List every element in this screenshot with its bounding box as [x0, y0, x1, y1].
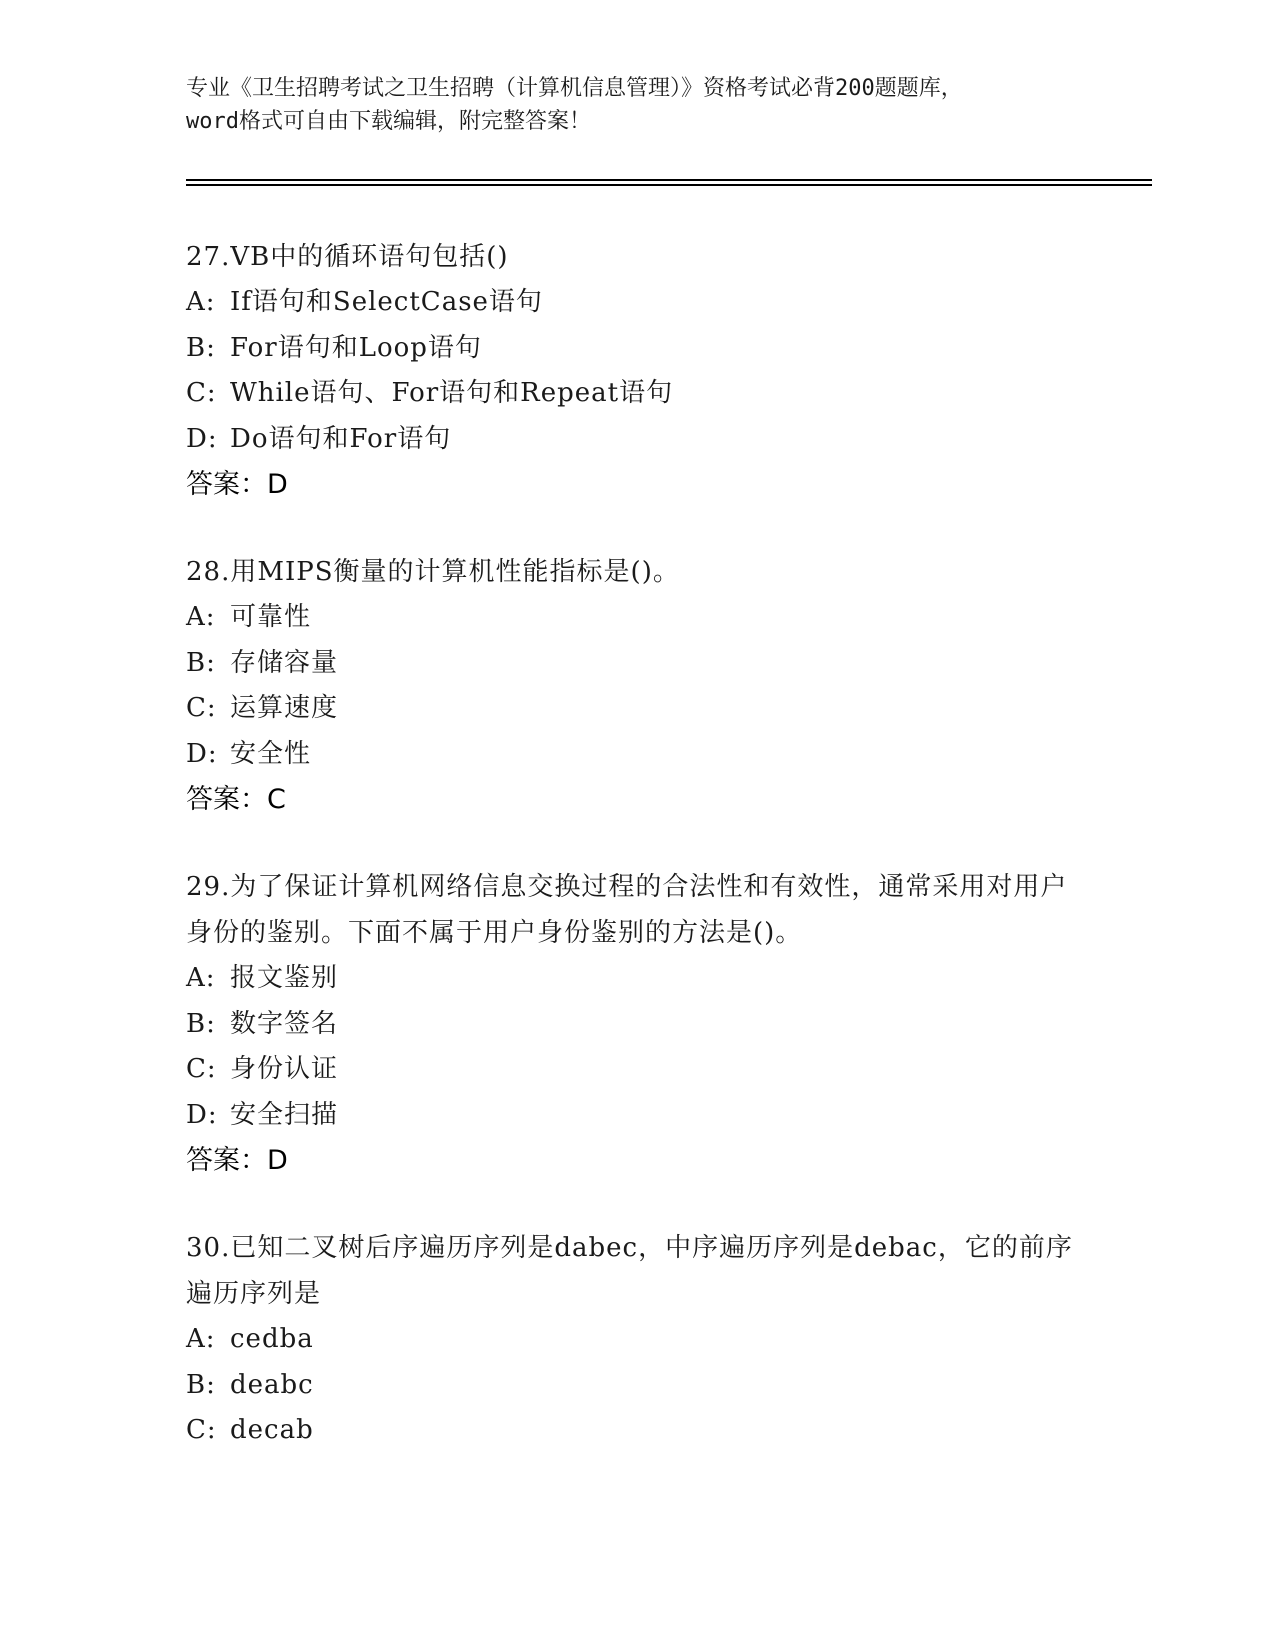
option-letter: B: [186, 1369, 216, 1400]
option-b [186, 326, 1086, 372]
option-letter: A: [186, 287, 216, 317]
answer-line [186, 777, 1086, 823]
option-text: Do语句和For语句 [230, 423, 452, 454]
question-28 [186, 549, 1086, 823]
option-letter: C: [186, 1415, 217, 1445]
document-header [186, 72, 1086, 138]
option-letter: A: [186, 602, 216, 632]
option-a [186, 1317, 1086, 1363]
question-29 [186, 864, 1086, 1184]
header-divider-bottom [186, 184, 1152, 186]
option-b [186, 1002, 1086, 1048]
answer-line [186, 462, 1086, 508]
option-text: 可靠性 [230, 602, 312, 632]
option-letter: B: [186, 332, 216, 363]
option-text: deabc [230, 1369, 314, 1400]
option-text: cedba [230, 1324, 314, 1354]
option-c [186, 686, 1086, 732]
option-text: 安全性 [230, 738, 312, 769]
option-text: If语句和SelectCase语句 [230, 287, 543, 317]
answer-label: 答案： [186, 1145, 267, 1176]
question-stem: 27.VB中的循环语句包括() [186, 242, 509, 272]
option-letter: C: [186, 693, 217, 723]
option-d [186, 417, 1086, 463]
option-c [186, 1408, 1086, 1454]
option-text: decab [230, 1415, 314, 1445]
option-c [186, 371, 1086, 417]
header-title-line-1: 专业《卫生招聘考试之卫生招聘（计算机信息管理）》资格考试必背200题题库， [186, 76, 963, 101]
header-divider-top [186, 179, 1152, 181]
option-b [186, 641, 1086, 687]
option-letter: D: [186, 738, 218, 769]
answer-label: 答案： [186, 784, 267, 815]
answer-value: D [267, 469, 288, 500]
option-d [186, 732, 1086, 778]
option-text: 存储容量 [230, 647, 339, 678]
option-letter: A: [186, 1324, 216, 1354]
option-text: 数字签名 [230, 1008, 339, 1039]
option-letter: C: [186, 378, 217, 408]
option-letter: D: [186, 423, 218, 454]
header-title-line-2: word格式可自由下载编辑，附完整答案！ [186, 109, 591, 134]
answer-label: 答案： [186, 469, 267, 500]
option-text: 运算速度 [230, 693, 339, 723]
option-letter: B: [186, 647, 216, 678]
option-text: 报文鉴别 [230, 963, 339, 993]
answer-value: C [267, 784, 286, 815]
question-27 [186, 234, 1086, 508]
option-d [186, 1093, 1086, 1139]
question-stem: 30.已知二叉树后序遍历序列是dabec，中序遍历序列是debac，它的前序遍历序列是 [186, 1233, 1073, 1309]
option-letter: C: [186, 1054, 217, 1084]
question-stem: 29.为了保证计算机网络信息交换过程的合法性和有效性，通常采用对用户身份的鉴别。下面不属于用户身份鉴别的方法是()。 [186, 872, 1068, 948]
question-list [186, 234, 1086, 1495]
option-letter: D: [186, 1099, 218, 1130]
option-text: While语句、For语句和Repeat语句 [230, 378, 674, 408]
option-text: 安全扫描 [230, 1099, 339, 1130]
answer-line [186, 1138, 1086, 1184]
option-b [186, 1363, 1086, 1409]
question-30 [186, 1225, 1086, 1454]
option-a [186, 280, 1086, 326]
question-stem: 28.用MIPS衡量的计算机性能指标是()。 [186, 557, 680, 587]
option-a [186, 956, 1086, 1002]
option-letter: A: [186, 963, 216, 993]
option-text: For语句和Loop语句 [230, 332, 482, 363]
option-letter: B: [186, 1008, 216, 1039]
option-c [186, 1047, 1086, 1093]
option-text: 身份认证 [230, 1054, 339, 1084]
option-a [186, 595, 1086, 641]
answer-value: D [267, 1145, 288, 1176]
